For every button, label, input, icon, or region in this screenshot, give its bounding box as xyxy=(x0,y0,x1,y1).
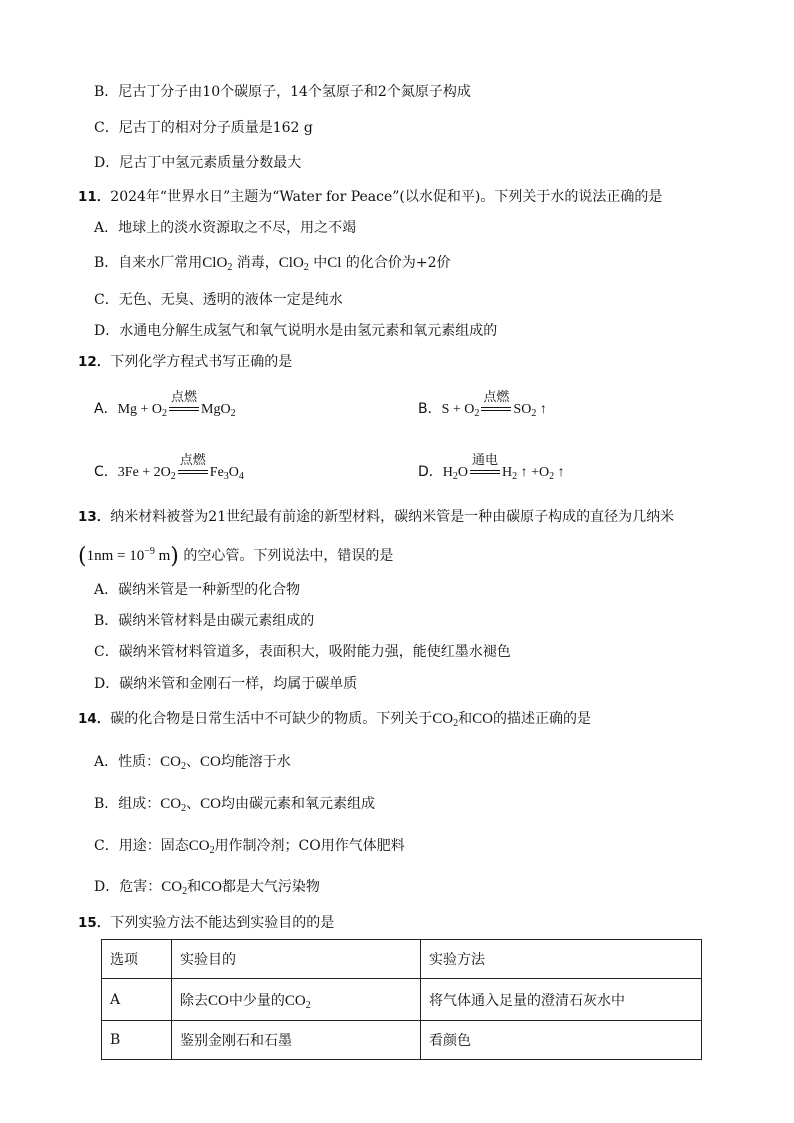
formula-co: CO xyxy=(472,711,493,727)
question-text: 下列实验方法不能达到实验目的的是 xyxy=(110,915,335,931)
q11-stem xyxy=(78,187,662,207)
formula-clo2: ClO$_2$ xyxy=(278,255,309,273)
table-cell: 将气体通入足量的澄清石灰水中 xyxy=(421,979,702,1021)
formula-co2: $CO_2$ xyxy=(284,992,311,1011)
option-text: B．自来水厂常用 xyxy=(94,255,203,271)
option-text: 都是大气污染物 xyxy=(221,879,320,895)
option-text: 消毒， xyxy=(236,255,279,271)
question-text: 和 xyxy=(458,711,473,727)
table-row xyxy=(102,1021,702,1060)
q11-option-c: C．无色、无臭、透明的液体一定是纯水 xyxy=(94,292,343,308)
question-text: 2024年“世界水日”主题为“Water for Peace”(以水促和平)。下列关于水的说法正确的是 xyxy=(110,189,663,205)
q12-stem xyxy=(78,352,292,372)
question-text: 纳米材料被誉为21世纪最有前途的新型材料，碳纳米管是一种由碳原子构成的直径为几纳米 xyxy=(110,509,675,525)
option-text: C．用途：固态 xyxy=(94,838,189,854)
q12-option-a: A．$Mg + O_2$ 点燃 MgO$_2$ xyxy=(94,398,236,420)
formula-text: 1nm = 10 xyxy=(86,548,145,564)
exponent: −9 xyxy=(144,546,155,557)
paren-close: ) xyxy=(170,544,179,569)
condition-equals xyxy=(177,452,209,483)
cell-text: 除去 xyxy=(180,992,208,1009)
table-cell xyxy=(172,979,421,1021)
q14-option-d xyxy=(94,877,320,897)
option-text: 的化合价为+2价 xyxy=(345,255,451,271)
formula-co2: $CO_2$ xyxy=(188,838,215,856)
option-text: 、 xyxy=(186,796,201,812)
question-text: 的空心管。下列说法中，错误的是 xyxy=(183,548,394,564)
q14-option-c xyxy=(94,836,405,856)
q13-stem-line2 xyxy=(78,542,393,567)
q13-option-b: B．碳纳米管材料是由碳元素组成的 xyxy=(94,613,315,629)
q13-option-a: A．碳纳米管是一种新型的化合物 xyxy=(94,582,301,598)
q13-option-d: D．碳纳米管和金刚石一样，均属于碳单质 xyxy=(94,676,358,692)
question-number: 14． xyxy=(78,711,111,727)
unit: m xyxy=(154,548,171,564)
condition-text: 点燃 xyxy=(179,452,206,468)
formula-co: CO xyxy=(201,879,222,895)
q10-option-b: B．尼古丁分子由10个碳原子，14个氢原子和2个氮原子构成 xyxy=(94,84,471,100)
element-cl: Cl xyxy=(327,255,342,271)
table-header: 选项 xyxy=(102,940,172,979)
experiment-table xyxy=(101,939,702,1060)
option-text: 和 xyxy=(187,879,202,895)
formula-co: CO xyxy=(208,992,229,1009)
formula-co2: $CO_2$ xyxy=(160,796,187,814)
q13-stem xyxy=(78,507,674,527)
q11-option-a: A．地球上的淡水资源取之不尽，用之不竭 xyxy=(94,220,357,236)
q12-option-c: C．$3Fe + 2O_2$ 点燃 $Fe_3O_4$ xyxy=(94,461,244,483)
condition-equals xyxy=(469,452,501,483)
unit-definition xyxy=(87,548,171,564)
gas-arrow-icon: ↑ xyxy=(539,402,547,417)
q15-stem xyxy=(78,913,334,933)
option-text: B．组成： xyxy=(94,796,161,812)
question-text: 下列化学方程式书写正确的是 xyxy=(110,354,293,370)
table-header: 实验目的 xyxy=(172,940,421,979)
condition-text: 通电 xyxy=(472,452,499,468)
option-label: C． xyxy=(94,464,118,480)
option-label: D． xyxy=(418,464,443,480)
formula-co2: $CO_2$ xyxy=(161,879,188,897)
gas-arrow-icon: ↑ xyxy=(557,465,565,480)
formula-clo2: ClO$_2$ xyxy=(202,255,233,273)
option-text: 、 xyxy=(185,754,200,770)
q14-stem xyxy=(78,709,591,729)
gas-arrow-icon: ↑ xyxy=(520,465,528,480)
table-header: 实验方法 xyxy=(421,940,702,979)
q13-option-c: C．碳纳米管材料管道多，表面积大，吸附能力强，能使红墨水褪色 xyxy=(94,644,511,660)
cell-text: 中少量的 xyxy=(228,992,285,1009)
table-row xyxy=(102,979,702,1021)
option-text: 均能溶于水 xyxy=(220,754,291,770)
option-label: A． xyxy=(94,401,118,417)
condition-equals xyxy=(480,389,512,420)
table-cell: 看颜色 xyxy=(421,1021,702,1060)
option-text: A．性质： xyxy=(94,754,161,770)
option-text: 均由碳元素和氧元素组成 xyxy=(220,796,375,812)
formula-co2: $CO_2$ xyxy=(432,711,459,729)
table-cell: B xyxy=(102,1021,172,1060)
option-text: D．危害： xyxy=(94,879,162,895)
formula-co: CO xyxy=(199,754,221,770)
q11-option-d: D．水通电分解生成氢气和氧气说明水是由氢元素和氧元素组成的 xyxy=(94,323,498,339)
formula-co: CO xyxy=(200,796,221,812)
q12-option-d: D．$H_2O$ 通电 $H_2$ ↑ $+O_2$ ↑ xyxy=(418,461,565,483)
condition-equals xyxy=(168,389,200,420)
question-number: 11． xyxy=(78,189,111,205)
question-number: 15． xyxy=(78,915,111,931)
question-text: 碳的化合物是日常生活中不可缺少的物质。下列关于 xyxy=(110,711,433,727)
option-text: 中 xyxy=(313,255,328,271)
condition-text: 点燃 xyxy=(483,389,510,405)
q11-option-b xyxy=(94,253,451,273)
question-number: 13． xyxy=(78,509,111,525)
question-text: 的描述正确的是 xyxy=(492,711,591,727)
question-number: 12． xyxy=(78,354,111,370)
table-cell: 鉴别金刚石和石墨 xyxy=(172,1021,421,1060)
option-label: B． xyxy=(418,401,442,417)
q12-option-b: B．$S + O_2$ 点燃 $SO_2$ ↑ xyxy=(418,398,547,420)
paren-open: ( xyxy=(78,544,87,569)
q10-option-d: D．尼古丁中氢元素质量分数最大 xyxy=(94,155,302,171)
q14-option-a xyxy=(94,752,291,772)
table-header-row xyxy=(102,940,702,979)
formula-co2: $CO_2$ xyxy=(160,754,186,772)
table-cell: A xyxy=(102,979,172,1021)
q10-option-c: C．尼古丁的相对分子质量是162 g xyxy=(94,120,313,136)
q14-option-b xyxy=(94,794,375,814)
option-text: 用作制冷剂；CO用作气体肥料 xyxy=(214,838,405,854)
condition-text: 点燃 xyxy=(171,389,198,405)
